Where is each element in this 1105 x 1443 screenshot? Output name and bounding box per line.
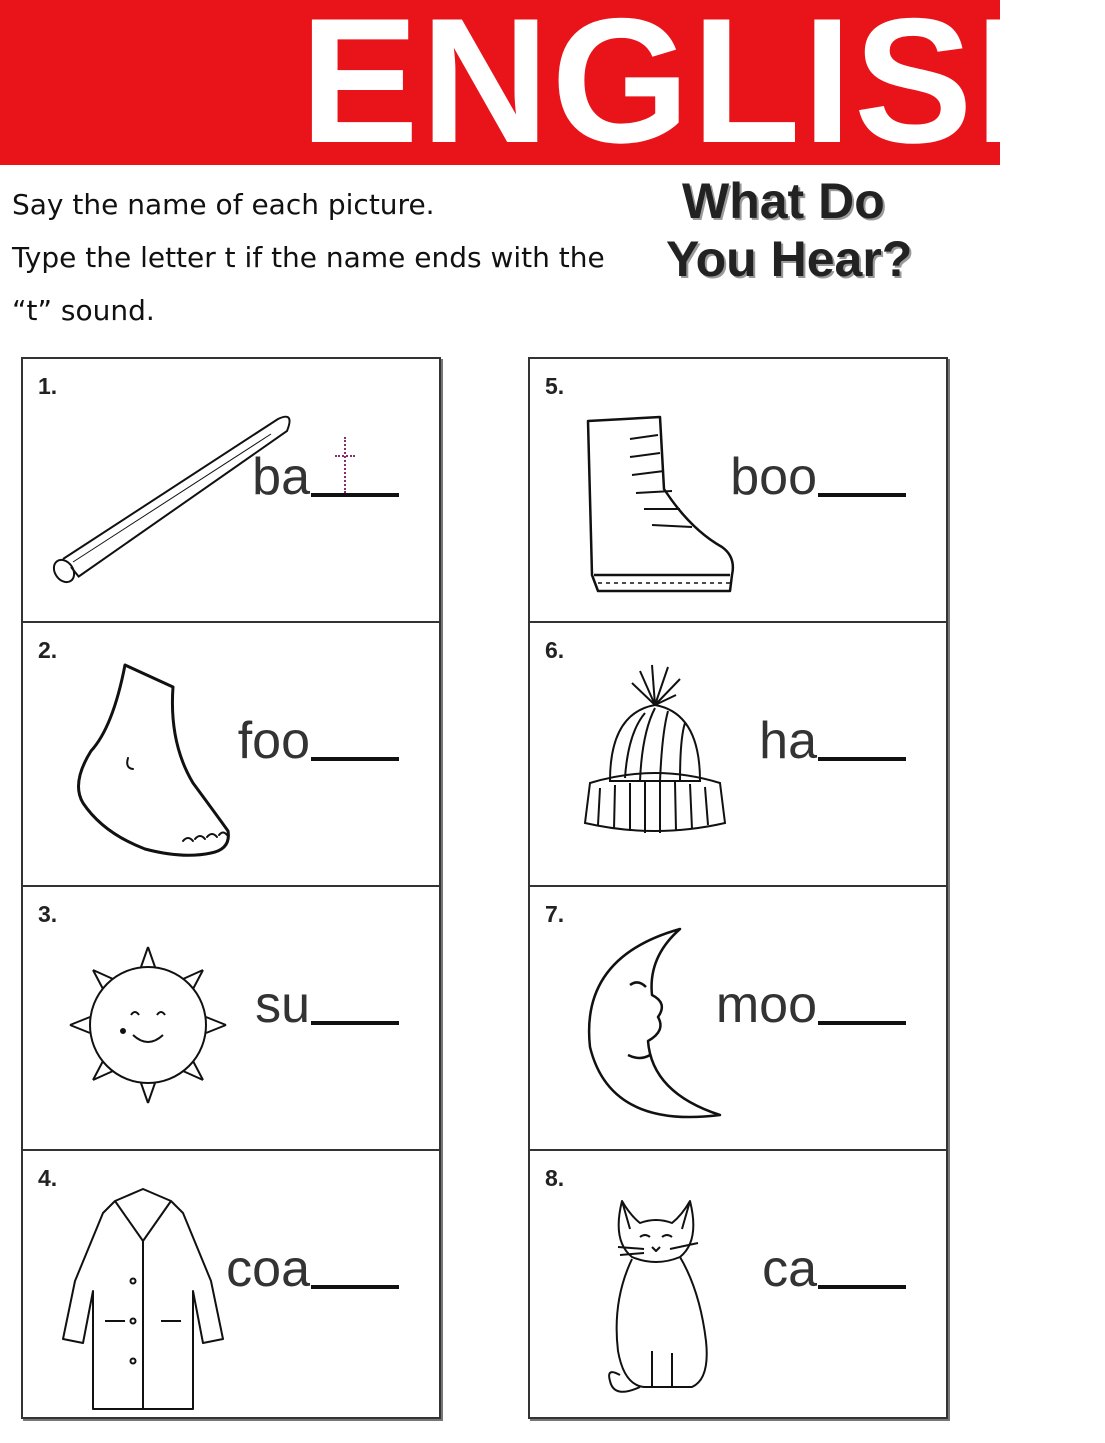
answer-input[interactable] (818, 717, 906, 761)
sun-icon (33, 907, 253, 1137)
answer-input[interactable] (311, 1245, 399, 1289)
instruction-line-2: Type the letter t if the name ends with the (12, 241, 605, 274)
item-number: 1. (38, 373, 58, 399)
item-number: 8. (545, 1165, 565, 1191)
item-number: 6. (545, 637, 565, 663)
exercise-card (23, 359, 439, 623)
word-row (715, 976, 906, 1034)
answer-input[interactable] (818, 981, 906, 1025)
exercise-column-right (528, 357, 948, 1419)
exercise-card (530, 623, 946, 887)
item-number: 3. (38, 901, 58, 927)
item-number: 5. (545, 373, 565, 399)
word-stem: moo (715, 976, 817, 1034)
answer-input[interactable] (818, 453, 906, 497)
word-row (226, 1240, 399, 1298)
word-row (730, 448, 906, 506)
cat-icon (540, 1171, 760, 1401)
word-row (255, 976, 399, 1034)
header-banner (0, 0, 1105, 180)
word-stem: ba (252, 448, 310, 506)
item-number: 7. (545, 901, 565, 927)
page-title: ENGLISH (300, 0, 1105, 180)
instructions (12, 178, 652, 337)
heading-line-1: What Do (682, 173, 885, 229)
exercise-column-left (21, 357, 441, 1419)
hat-icon (540, 643, 760, 873)
item-number: 2. (38, 637, 58, 663)
word-row (252, 448, 399, 506)
word-stem: ha (759, 712, 817, 770)
coat-icon (33, 1171, 253, 1401)
item-number: 4. (38, 1165, 58, 1191)
answer-input[interactable] (311, 453, 399, 497)
exercise-card (23, 1151, 439, 1415)
baseball-bat-icon (33, 379, 253, 609)
foot-icon (33, 643, 253, 873)
word-stem: su (255, 976, 310, 1034)
instruction-line-3: “t” sound. (12, 294, 155, 327)
word-stem: boo (730, 448, 817, 506)
answer-input[interactable] (311, 717, 399, 761)
word-row (759, 712, 906, 770)
exercise-card (530, 359, 946, 623)
exercise-card (530, 887, 946, 1151)
word-stem: ca (762, 1240, 817, 1298)
word-row (762, 1240, 906, 1298)
heading-line-2: You Hear? (666, 231, 913, 287)
boot-icon (540, 379, 760, 609)
answer-input[interactable] (818, 1245, 906, 1289)
activity-heading (660, 172, 940, 288)
word-stem: coa (226, 1240, 310, 1298)
exercise-card (23, 887, 439, 1151)
instruction-line-1: Say the name of each picture. (12, 188, 435, 221)
word-row (237, 712, 399, 770)
exercise-card (23, 623, 439, 887)
answer-input[interactable] (311, 981, 399, 1025)
word-stem: foo (237, 712, 310, 770)
exercise-card (530, 1151, 946, 1415)
